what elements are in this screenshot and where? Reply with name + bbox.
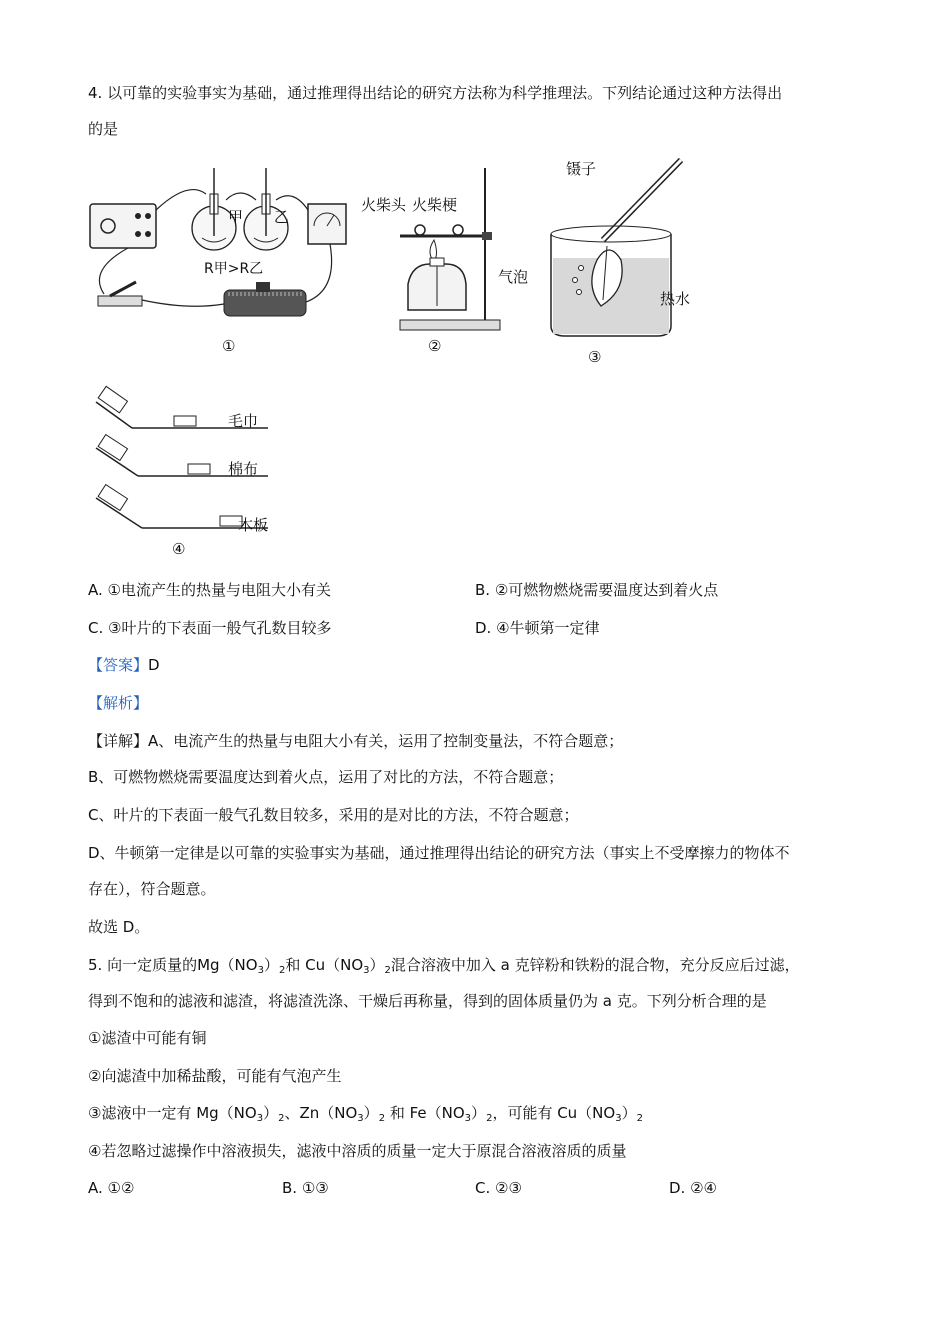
q4-detail-d-line2: 存在），符合题意。 <box>88 880 216 898</box>
q5-statement-3 <box>88 1102 643 1130</box>
subscript: 2 <box>636 1113 643 1124</box>
fig3-number: ③ <box>588 348 602 366</box>
fig2-match-stick: 火柴梗 <box>412 196 458 214</box>
subscript: 3 <box>464 1113 472 1124</box>
fig3-bubbles: 气泡 <box>498 268 529 286</box>
q5-option-a: A. ①② <box>88 1179 135 1197</box>
subscript: 3 <box>363 965 370 976</box>
fig1-label-yi: 乙 <box>274 208 290 226</box>
q5-text: ） <box>263 956 279 974</box>
figure-2-burner <box>390 160 510 335</box>
subscript: 3 <box>357 1113 364 1124</box>
q5-stem-line1 <box>88 954 800 982</box>
q4-stem-line2: 的是 <box>88 120 119 138</box>
q4-conclusion: 故选 D。 <box>88 918 150 936</box>
q5-text: ） <box>369 956 385 974</box>
q5-option-b: B. ①③ <box>282 1179 329 1197</box>
subscript: 3 <box>257 965 264 976</box>
q5-text: ） <box>471 1104 487 1122</box>
q5-text: ③滤液中一定有 Mg（NO <box>88 1104 257 1122</box>
fig1-resistance: R甲>R乙 <box>204 261 264 277</box>
fig2-number: ② <box>428 337 442 355</box>
q5-text: 混合溶液中加入 a 克锌粉和铁粉的混合物，充分反应后过滤， <box>390 956 800 974</box>
fig4-number: ④ <box>172 540 186 558</box>
detail-tag: 【详解】 <box>88 732 149 750</box>
q4-option-c: C. ③叶片的下表面一般气孔数目较多 <box>88 619 332 637</box>
q5-text: ） <box>621 1104 637 1122</box>
subscript: 2 <box>486 1113 493 1124</box>
q4-option-b: B. ②可燃物燃烧需要温度达到着火点 <box>475 581 719 599</box>
fig3-tweezers: 镊子 <box>566 160 597 178</box>
q4-stem-line1: 4. 以可靠的实验事实为基础，通过推理得出结论的研究方法称为科学推理法。下列结论通过这种方法得出 <box>88 84 783 102</box>
q4-option-a: A. ①电流产生的热量与电阻大小有关 <box>88 581 331 599</box>
fig3-hot-water: 热水 <box>660 290 691 308</box>
q5-text: ，可能有 Cu（NO <box>492 1104 616 1122</box>
q5-text: 和 Fe（NO <box>385 1104 465 1122</box>
q4-detail-b: B、可燃物燃烧需要温度达到着火点，运用了对比的方法，不符合题意； <box>88 768 564 786</box>
subscript: 2 <box>378 1113 386 1124</box>
fig1-label-jia: 甲 <box>228 208 244 226</box>
q5-option-c: C. ②③ <box>475 1179 522 1197</box>
detail-a-text: A、电流产生的热量与电阻大小有关，运用了控制变量法，不符合题意； <box>148 732 624 750</box>
answer-tag: 【答案】 <box>88 656 149 674</box>
subscript: 3 <box>256 1113 264 1124</box>
subscript: 2 <box>278 1113 285 1124</box>
q5-text: 、Zn（NO <box>284 1104 358 1122</box>
q5-text: ） <box>363 1104 379 1122</box>
q4-detail-c: C、叶片的下表面一般气孔数目较多，采用的是对比的方法，不符合题意； <box>88 806 579 824</box>
q5-statement-4: ④若忽略过滤操作中溶液损失，滤液中溶质的质量一定大于原混合溶液溶质的质量 <box>88 1142 627 1160</box>
q5-text: ） <box>263 1104 279 1122</box>
fig4-surface-cotton: 棉布 <box>228 460 259 478</box>
fig4-surface-wood: 木板 <box>238 516 269 534</box>
fig2-match-head: 火柴头 <box>361 196 407 214</box>
subscript: 2 <box>278 965 286 976</box>
fig1-number: ① <box>222 337 236 355</box>
analysis-tag: 【解析】 <box>88 694 149 712</box>
q5-text: 和 Cu（NO <box>285 956 364 974</box>
subscript: 3 <box>615 1113 622 1124</box>
fig4-surface-towel: 毛巾 <box>228 412 259 430</box>
q5-option-d: D. ②④ <box>669 1179 717 1197</box>
subscript: 2 <box>384 965 391 976</box>
q5-text: 5. 向一定质量的Mg（NO <box>88 956 258 974</box>
q4-answer <box>88 654 160 676</box>
q5-statement-1: ①滤渣中可能有铜 <box>88 1029 207 1047</box>
answer-value: D <box>148 656 160 674</box>
q4-detail-d-line1: D、牛顿第一定律是以可靠的实验事实为基础，通过推理得出结论的研究方法（事实上不受摩擦力的物体不 <box>88 844 790 862</box>
q4-option-d: D. ④牛顿第一定律 <box>475 619 600 637</box>
q5-statement-2: ②向滤渣中加稀盐酸，可能有气泡产生 <box>88 1067 342 1085</box>
q4-detail-a <box>88 730 623 752</box>
q4-analysis-tag <box>88 692 148 714</box>
figure-3-beaker <box>545 150 705 350</box>
q5-stem-line2: 得到不饱和的滤液和滤渣，将滤渣洗涤、干燥后再称量，得到的固体质量仍为 a 克。下列分析合理的是 <box>88 992 767 1010</box>
